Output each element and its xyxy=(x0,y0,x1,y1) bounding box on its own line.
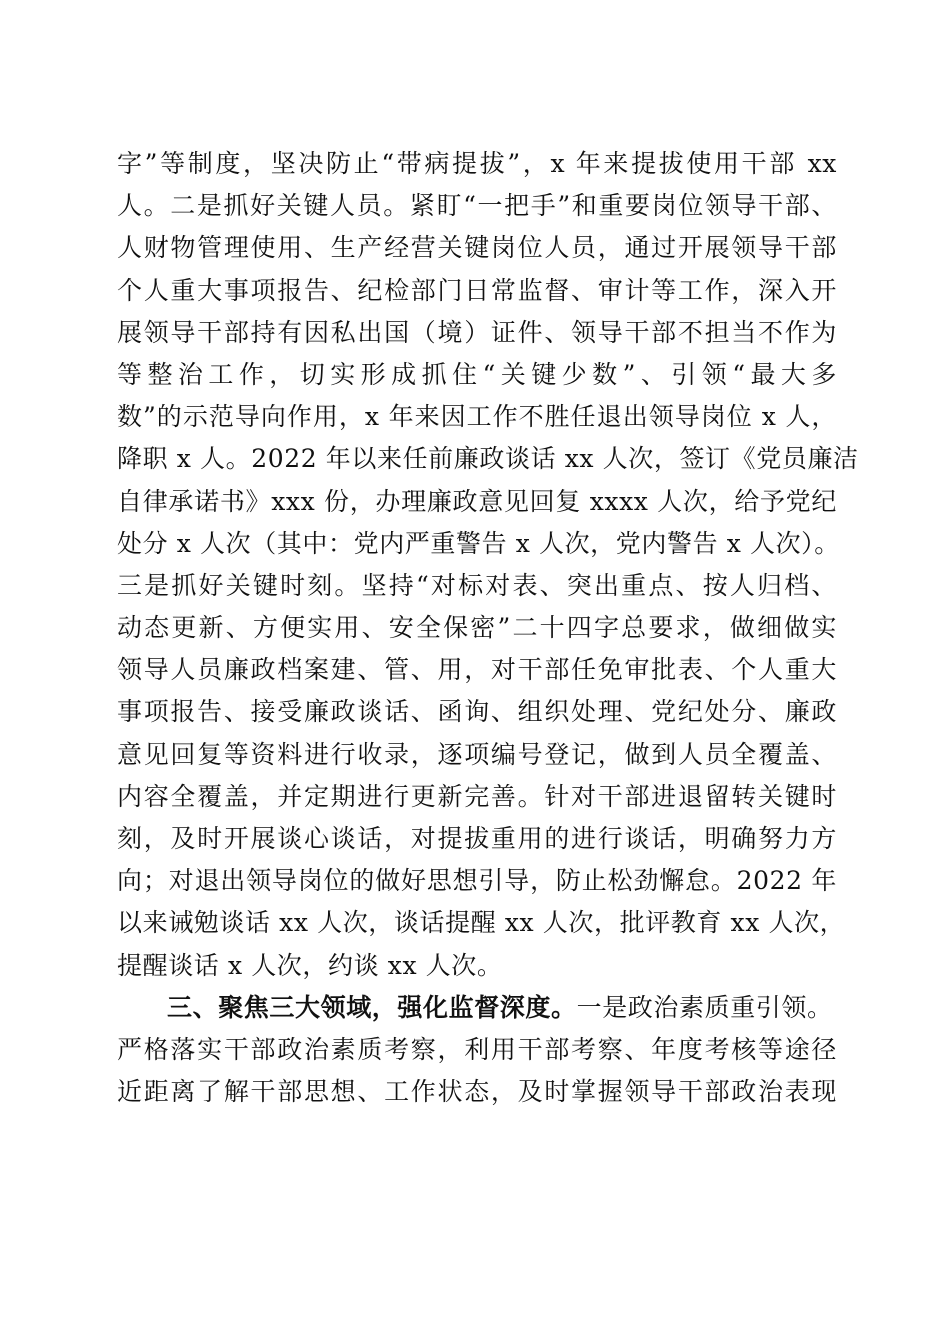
text-line: 近距离了解干部思想、工作状态，及时掌握领导干部政治表现 xyxy=(117,1077,837,1107)
text-line: 事项报告、接受廉政谈话、函询、组织处理、党纪处分、廉政 xyxy=(117,697,837,727)
text-line: 刻，及时开展谈心谈话，对提拔重用的进行谈话，明确努力方 xyxy=(117,824,837,853)
text-line: 提醒谈话 x 人次，约谈 xx 人次。 xyxy=(117,950,503,980)
text-line xyxy=(117,987,837,1029)
text-line: 领导人员廉政档案建、管、用，对干部任免审批表、个人重大 xyxy=(117,655,837,685)
paragraph-2 xyxy=(117,987,837,1114)
text-line: 展领导干部持有因私出国（境）证件、领导干部不担当不作为 xyxy=(117,317,837,347)
text-line: 严格落实干部政治素质考察，利用干部考察、年度考核等途径 xyxy=(117,1034,837,1064)
text-line: 意见回复等资料进行收录，逐项编号登记，做到人员全覆盖、 xyxy=(117,739,837,769)
text-line: 处分 x 人次（其中：党内严重警告 x 人次，党内警告 x 人次）。 xyxy=(117,528,840,558)
text-line: 等整治工作，切实形成抓住“关键少数”、引领“最大多 xyxy=(117,359,837,389)
text-line: 人。二是抓好关键人员。紧盯“一把手”和重要岗位领导干部、 xyxy=(117,191,837,221)
text-line: 数”的示范导向作用，x 年来因工作不胜任退出领导岗位 x 人， xyxy=(117,402,837,432)
section-heading-continuation: 一是政治素质重引领。 xyxy=(576,992,833,1022)
text-line: 动态更新、方便实用、安全保密”二十四字总要求，做细做实 xyxy=(117,613,837,643)
text-line: 以来诫勉谈话 xx 人次，谈话提醒 xx 人次，批评教育 xx 人次， xyxy=(117,908,846,938)
text-line: 人财物管理使用、生产经营关键岗位人员，通过开展领导干部 xyxy=(117,233,837,263)
text-line: 内容全覆盖，并定期进行更新完善。针对干部进退留转关键时 xyxy=(117,781,837,811)
paragraph-1 xyxy=(117,143,859,987)
document-body xyxy=(117,143,859,1113)
text-line: 自律承诺书》xxx 份，办理廉政意见回复 xxxx 人次，给予党纪 xyxy=(117,486,837,516)
text-line: 三是抓好关键时刻。坚持“对标对表、突出重点、按人归档、 xyxy=(117,570,837,600)
text-line: 个人重大事项报告、纪检部门日常监督、审计等工作，深入开 xyxy=(117,275,837,305)
text-line: 降职 x 人。2022 年以来任前廉政谈话 xx 人次，签订《党员廉洁 xyxy=(117,444,859,474)
section-heading: 三、聚焦三大领域，强化监督深度。 xyxy=(167,992,577,1022)
text-line: 向；对退出领导岗位的做好思想引导，防止松劲懈怠。2022 年 xyxy=(117,866,837,896)
text-line: 字”等制度，坚决防止“带病提拔”，x 年来提拔使用干部 xx xyxy=(117,149,837,178)
